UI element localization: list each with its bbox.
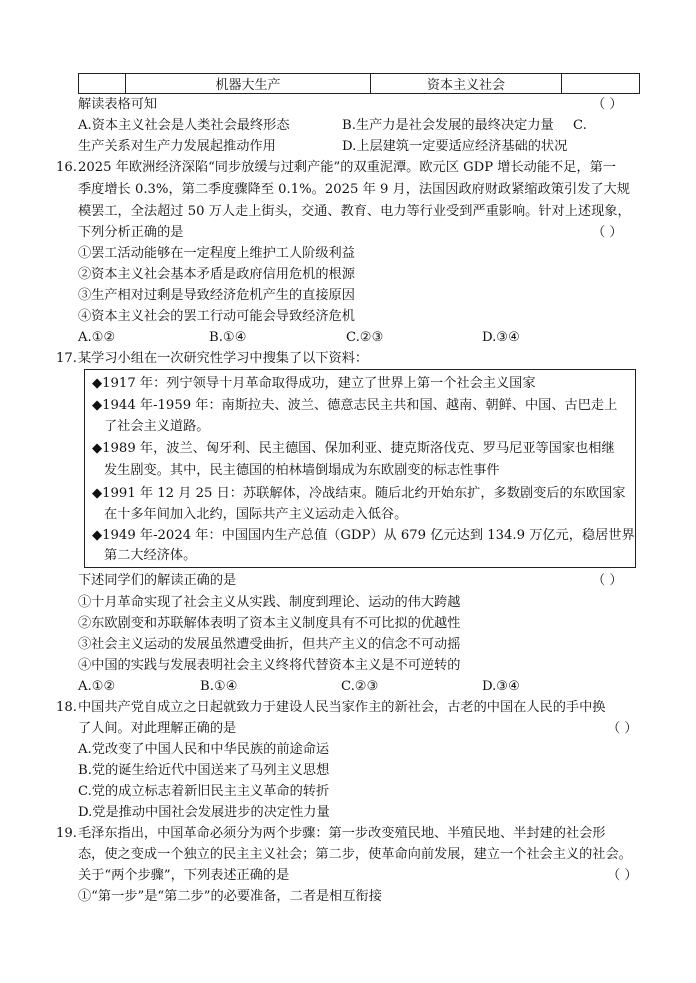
q17-statement-1: ①十月革命实现了社会主义从实践、制度到理论、运动的伟大跨越 [78,595,461,610]
q19-statement-1: ①“第一步”是“第二步”的必要准备，二者是相互衔接 [78,889,382,904]
q16-number: 16. [56,160,77,175]
q16-line3: 模罢工，全法超过 50 万人走上街头，交通、教育、电力等行业受到严重影响。针对上述现象， [78,204,631,219]
q17-option-d: D.③④ [482,679,520,694]
q16-line2: 季度增长 0.3%，第二季度骤降至 0.1%。2025 年 9 月，法国因政府财政紧缩政策引发了大规 [78,182,630,197]
q19-number: 19. [56,826,77,841]
q16-statement-4: ④资本主义社会的罢工行动可能会导致经济危机 [78,309,355,324]
q19-answer-paren: （ ） [607,868,638,883]
q18-option-c: C.党的成立标志着新旧民主主义革命的转折 [78,784,330,799]
q18-option-a: A.党改变了中国人民和中华民族的前途命运 [78,742,330,757]
q15-option-a: A.资本主义社会是人类社会最终形态 [78,118,290,133]
q16-statement-1: ①罢工活动能够在一定程度上维护工人阶级利益 [78,246,355,261]
q17-statement-4: ④中国的实践与发展表明社会主义终将代替资本主义是不可逆转的 [78,658,461,673]
q17-answer-paren: （ ） [592,573,623,588]
q19-line3: 关于“两个步骤”，下列表述正确的是 [78,868,290,883]
q16-option-d: D.③④ [482,330,520,345]
q15-answer-paren: （ ） [592,97,623,112]
q16-option-c: C.②③ [346,330,384,345]
q18-line2: 了人间。对此理解正确的是 [78,721,237,736]
q15-option-b: B.生产力是社会发展的最终决定力量 [342,118,554,133]
q16-line1: 2025 年欧洲经济深陷“同步放缓与过剩产能”的双重泥潭。欧元区 GDP 增长动能不足，第一 [78,160,616,175]
q15-option-d: D.上层建筑一定要适应经济基础的状况 [342,139,568,154]
q15-stem: 解读表格可知 [78,97,158,112]
q18-option-d: D.党是推动中国社会发展进步的决定性力量 [78,805,330,820]
q17-prompt: 下述同学们的解读正确的是 [78,573,237,588]
q19-line1: 毛泽东指出，中国革命必须分为两个步骤：第一步改变殖民地、半殖民地、半封建的社会形 [78,826,606,841]
q17-material-4b: 在十多年间加入北约，国际共产主义运动走入低谷。 [104,507,408,522]
q17-material-3a: ◆1989 年，波兰、匈牙利、民主德国、保加利亚、捷克斯洛伐克、罗马尼亚等国家也相继 [92,441,615,456]
q18-line1: 中国共产党自成立之日起就致力于建设人民当家作主的新社会，古老的中国在人民的手中换 [78,700,606,715]
table-cell [79,74,126,94]
q17-material-2a: ◆1944 年-1959 年：南斯拉夫、波兰、德意志民主共和国、越南、朝鲜、中国、古巴走上 [92,398,618,413]
table-row [79,74,640,94]
q17-option-c: C.②③ [341,679,379,694]
q17-option-a: A.①② [78,679,116,694]
q18-option-b: B.党的诞生给近代中国送来了马列主义思想 [78,763,330,778]
q15-option-c-label: C. [573,118,587,133]
q17-material-1: ◆1917 年：列宁领导十月革命取得成功，建立了世界上第一个社会主义国家 [92,376,536,391]
q15-option-c-text: 生产关系对生产力发展起推动作用 [78,139,276,154]
q19-line2: 态，使之变成一个独立的民主主义社会；第二步，使革命向前发展，建立一个社会主义的社会。 [78,847,632,862]
q16-option-a: A.①② [78,330,116,345]
q17-material-2b: 了社会主义道路。 [104,419,210,434]
q16-answer-paren: （ ） [592,225,623,240]
q16-line4: 下列分析正确的是 [78,225,184,240]
q18-answer-paren: （ ） [607,721,638,736]
table-cell: 资本主义社会 [371,74,562,94]
q17-stem: 某学习小组在一次研究性学习中搜集了以下资料： [78,351,369,366]
q17-statement-3: ③社会主义运动的发展虽然遭受曲折，但共产主义的信念不可动摇 [78,637,461,652]
q16-statement-2: ②资本主义社会基本矛盾是政府信用危机的根源 [78,267,355,282]
q18-number: 18. [56,700,77,715]
q16-option-b: B.①④ [209,330,247,345]
q17-number: 17. [56,351,77,366]
q17-material-5b: 第二大经济体。 [104,548,197,563]
q16-statement-3: ③生产相对过剩是导致经济危机产生的直接原因 [78,288,355,303]
table-cell [562,74,640,94]
q17-option-b: B.①④ [200,679,238,694]
q17-material-3b: 发生剧变。其中，民主德国的柏林墙倒塌成为东欧剧变的标志性事件 [104,463,500,478]
continuation-table [78,73,640,94]
q17-material-5a: ◆1949 年-2024 年：中国国内生产总值（GDP）从 679 亿元达到 134.9 万亿元，稳居世界 [92,528,635,543]
q17-material-4a: ◆1991 年 12 月 25 日：苏联解体，冷战结束。随后北约开始东扩，多数剧变后的东欧国家 [92,486,626,501]
table-cell: 机器大生产 [126,74,371,94]
q17-statement-2: ②东欧剧变和苏联解体表明了资本主义制度具有不可比拟的优越性 [78,616,461,631]
